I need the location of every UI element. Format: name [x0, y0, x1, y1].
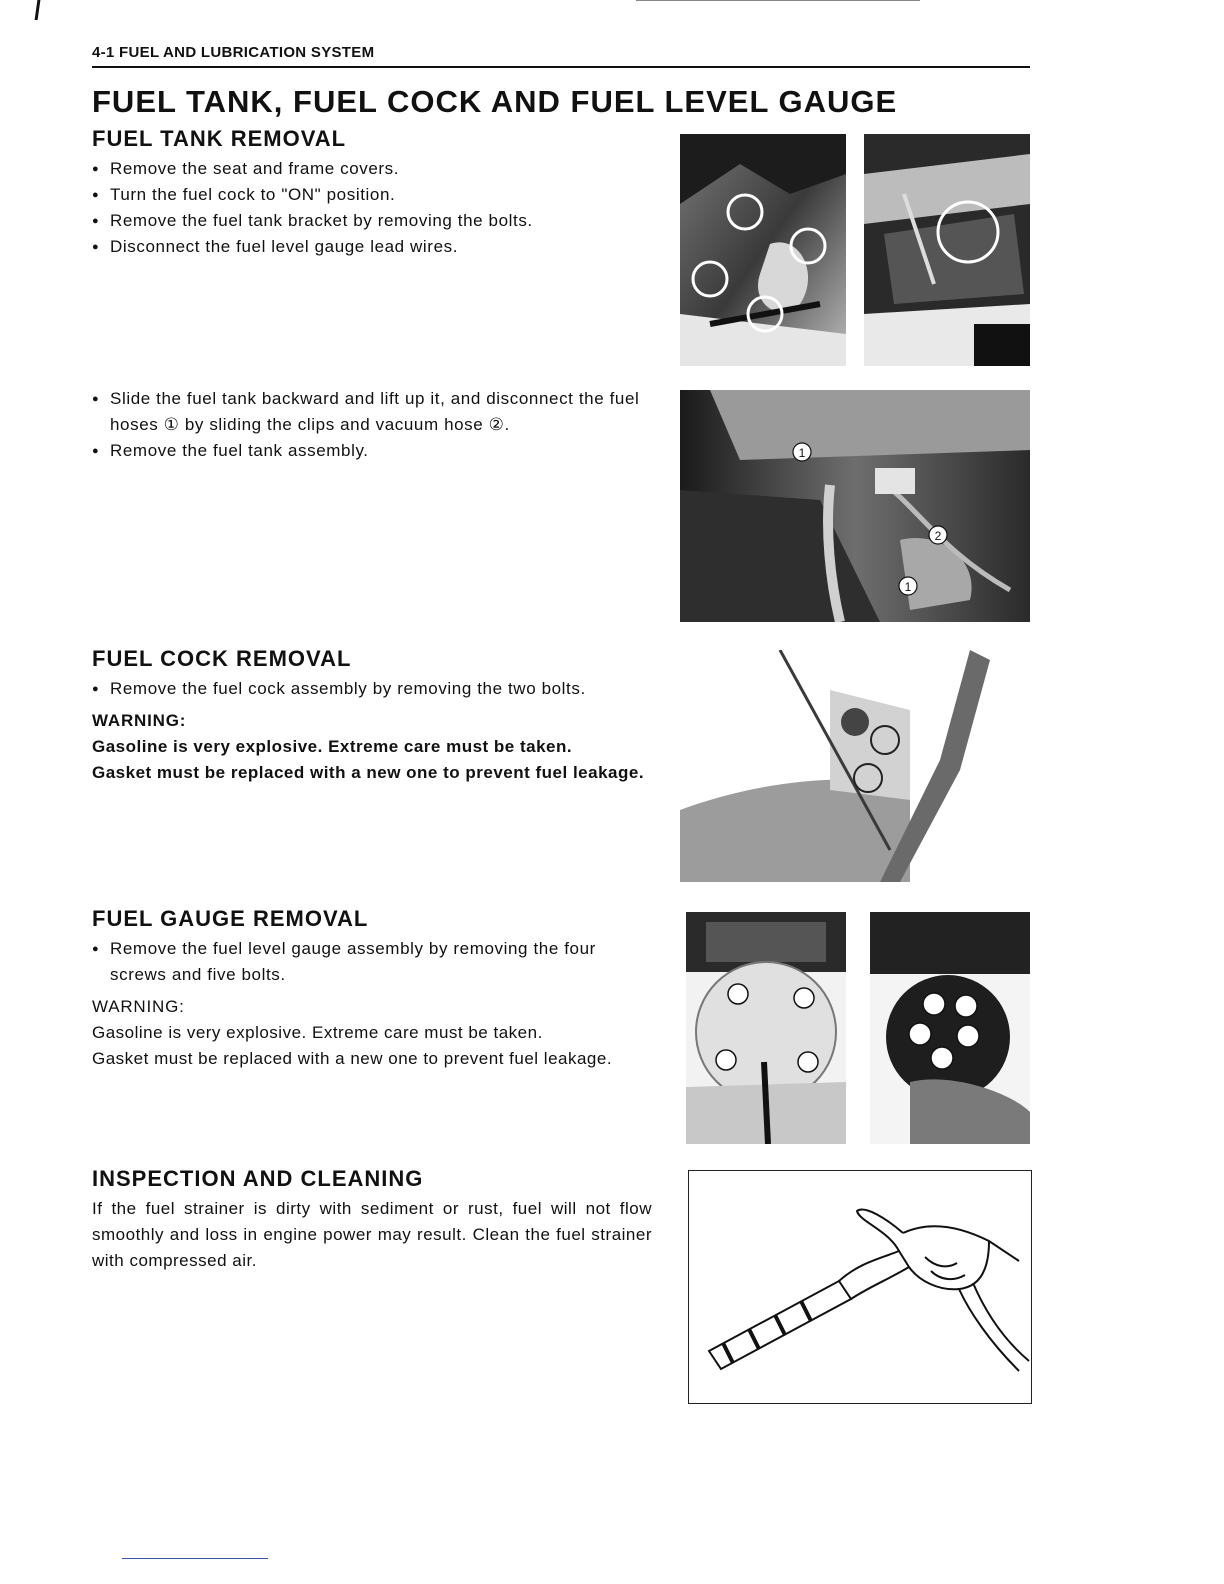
warning-label: WARNING:: [92, 711, 187, 730]
step-list: [92, 156, 652, 260]
header-rule: [92, 66, 1030, 68]
fuel-cock-removal-section: [92, 646, 652, 786]
callout-1-bottom: [899, 577, 917, 595]
callout-label: 1: [798, 446, 806, 460]
step-list: [92, 676, 652, 702]
fuel-tank-removal-continued: [92, 386, 652, 464]
top-rule: [636, 0, 920, 1]
strainer-cleaning-illustration: [688, 1170, 1032, 1404]
lead-wires-photo: [864, 134, 1030, 366]
warning-line: Gasoline is very explosive. Extreme care must be taken.: [92, 1023, 543, 1042]
tank-bracket-photo: [680, 134, 846, 366]
step-item: ● Turn the fuel cock to "ON" position.: [92, 182, 652, 208]
corner-mark: [35, 0, 41, 20]
step-item: ● Slide the fuel tank backward and lift up it, and disconnect the fuel hoses ① by sliding the clips and vacuum hose ②.: [92, 386, 652, 438]
section-title: INSPECTION AND CLEANING: [92, 1166, 424, 1191]
gauge-screws-photo: [686, 912, 846, 1144]
warning-line: Gasket must be replaced with a new one to prevent fuel leakage.: [92, 1049, 613, 1068]
step-item: ● Remove the seat and frame covers.: [92, 156, 652, 182]
callout-label: 1: [904, 580, 912, 594]
fuel-gauge-removal-section: [92, 906, 652, 1072]
callout-1-top: [793, 443, 811, 461]
warning-line: Gasket must be replaced with a new one to prevent fuel leakage.: [92, 763, 645, 782]
inspection-section: [92, 1166, 652, 1274]
fuel-tank-removal-section: [92, 126, 652, 260]
warning-line: Gasoline is very explosive. Extreme care must be taken.: [92, 737, 573, 756]
step-list: [92, 936, 652, 988]
section-title: FUEL GAUGE REMOVAL: [92, 906, 369, 931]
gauge-bolts-photo: [870, 912, 1030, 1144]
section-title: FUEL COCK REMOVAL: [92, 646, 352, 671]
page-title: FUEL TANK, FUEL COCK AND FUEL LEVEL GAUGE: [92, 84, 898, 119]
step-list: [92, 386, 652, 464]
fuel-cock-photo: [680, 650, 1030, 882]
inspection-paragraph: If the fuel strainer is dirty with sediment or rust, fuel will not flow smoothly and loss in engine power may result. Clean the fuel strainer with compressed air.: [92, 1199, 652, 1270]
step-item: ● Remove the fuel tank bracket by removing the bolts.: [92, 208, 652, 234]
step-item: ● Disconnect the fuel level gauge lead wires.: [92, 234, 652, 260]
step-item: ● Remove the fuel level gauge assembly by removing the four screws and five bolts.: [92, 936, 652, 988]
bottom-rule: [122, 1558, 268, 1559]
section-title: FUEL TANK REMOVAL: [92, 126, 347, 151]
step-item: ● Remove the fuel tank assembly.: [92, 438, 652, 464]
running-head: 4-1 FUEL AND LUBRICATION SYSTEM: [92, 44, 375, 61]
warning-label: WARNING:: [92, 997, 185, 1016]
fuel-hoses-photo: [680, 390, 1030, 622]
callout-label: 2: [934, 529, 942, 543]
callout-2: [929, 526, 947, 544]
step-item: ● Remove the fuel cock assembly by removing the two bolts.: [92, 676, 652, 702]
